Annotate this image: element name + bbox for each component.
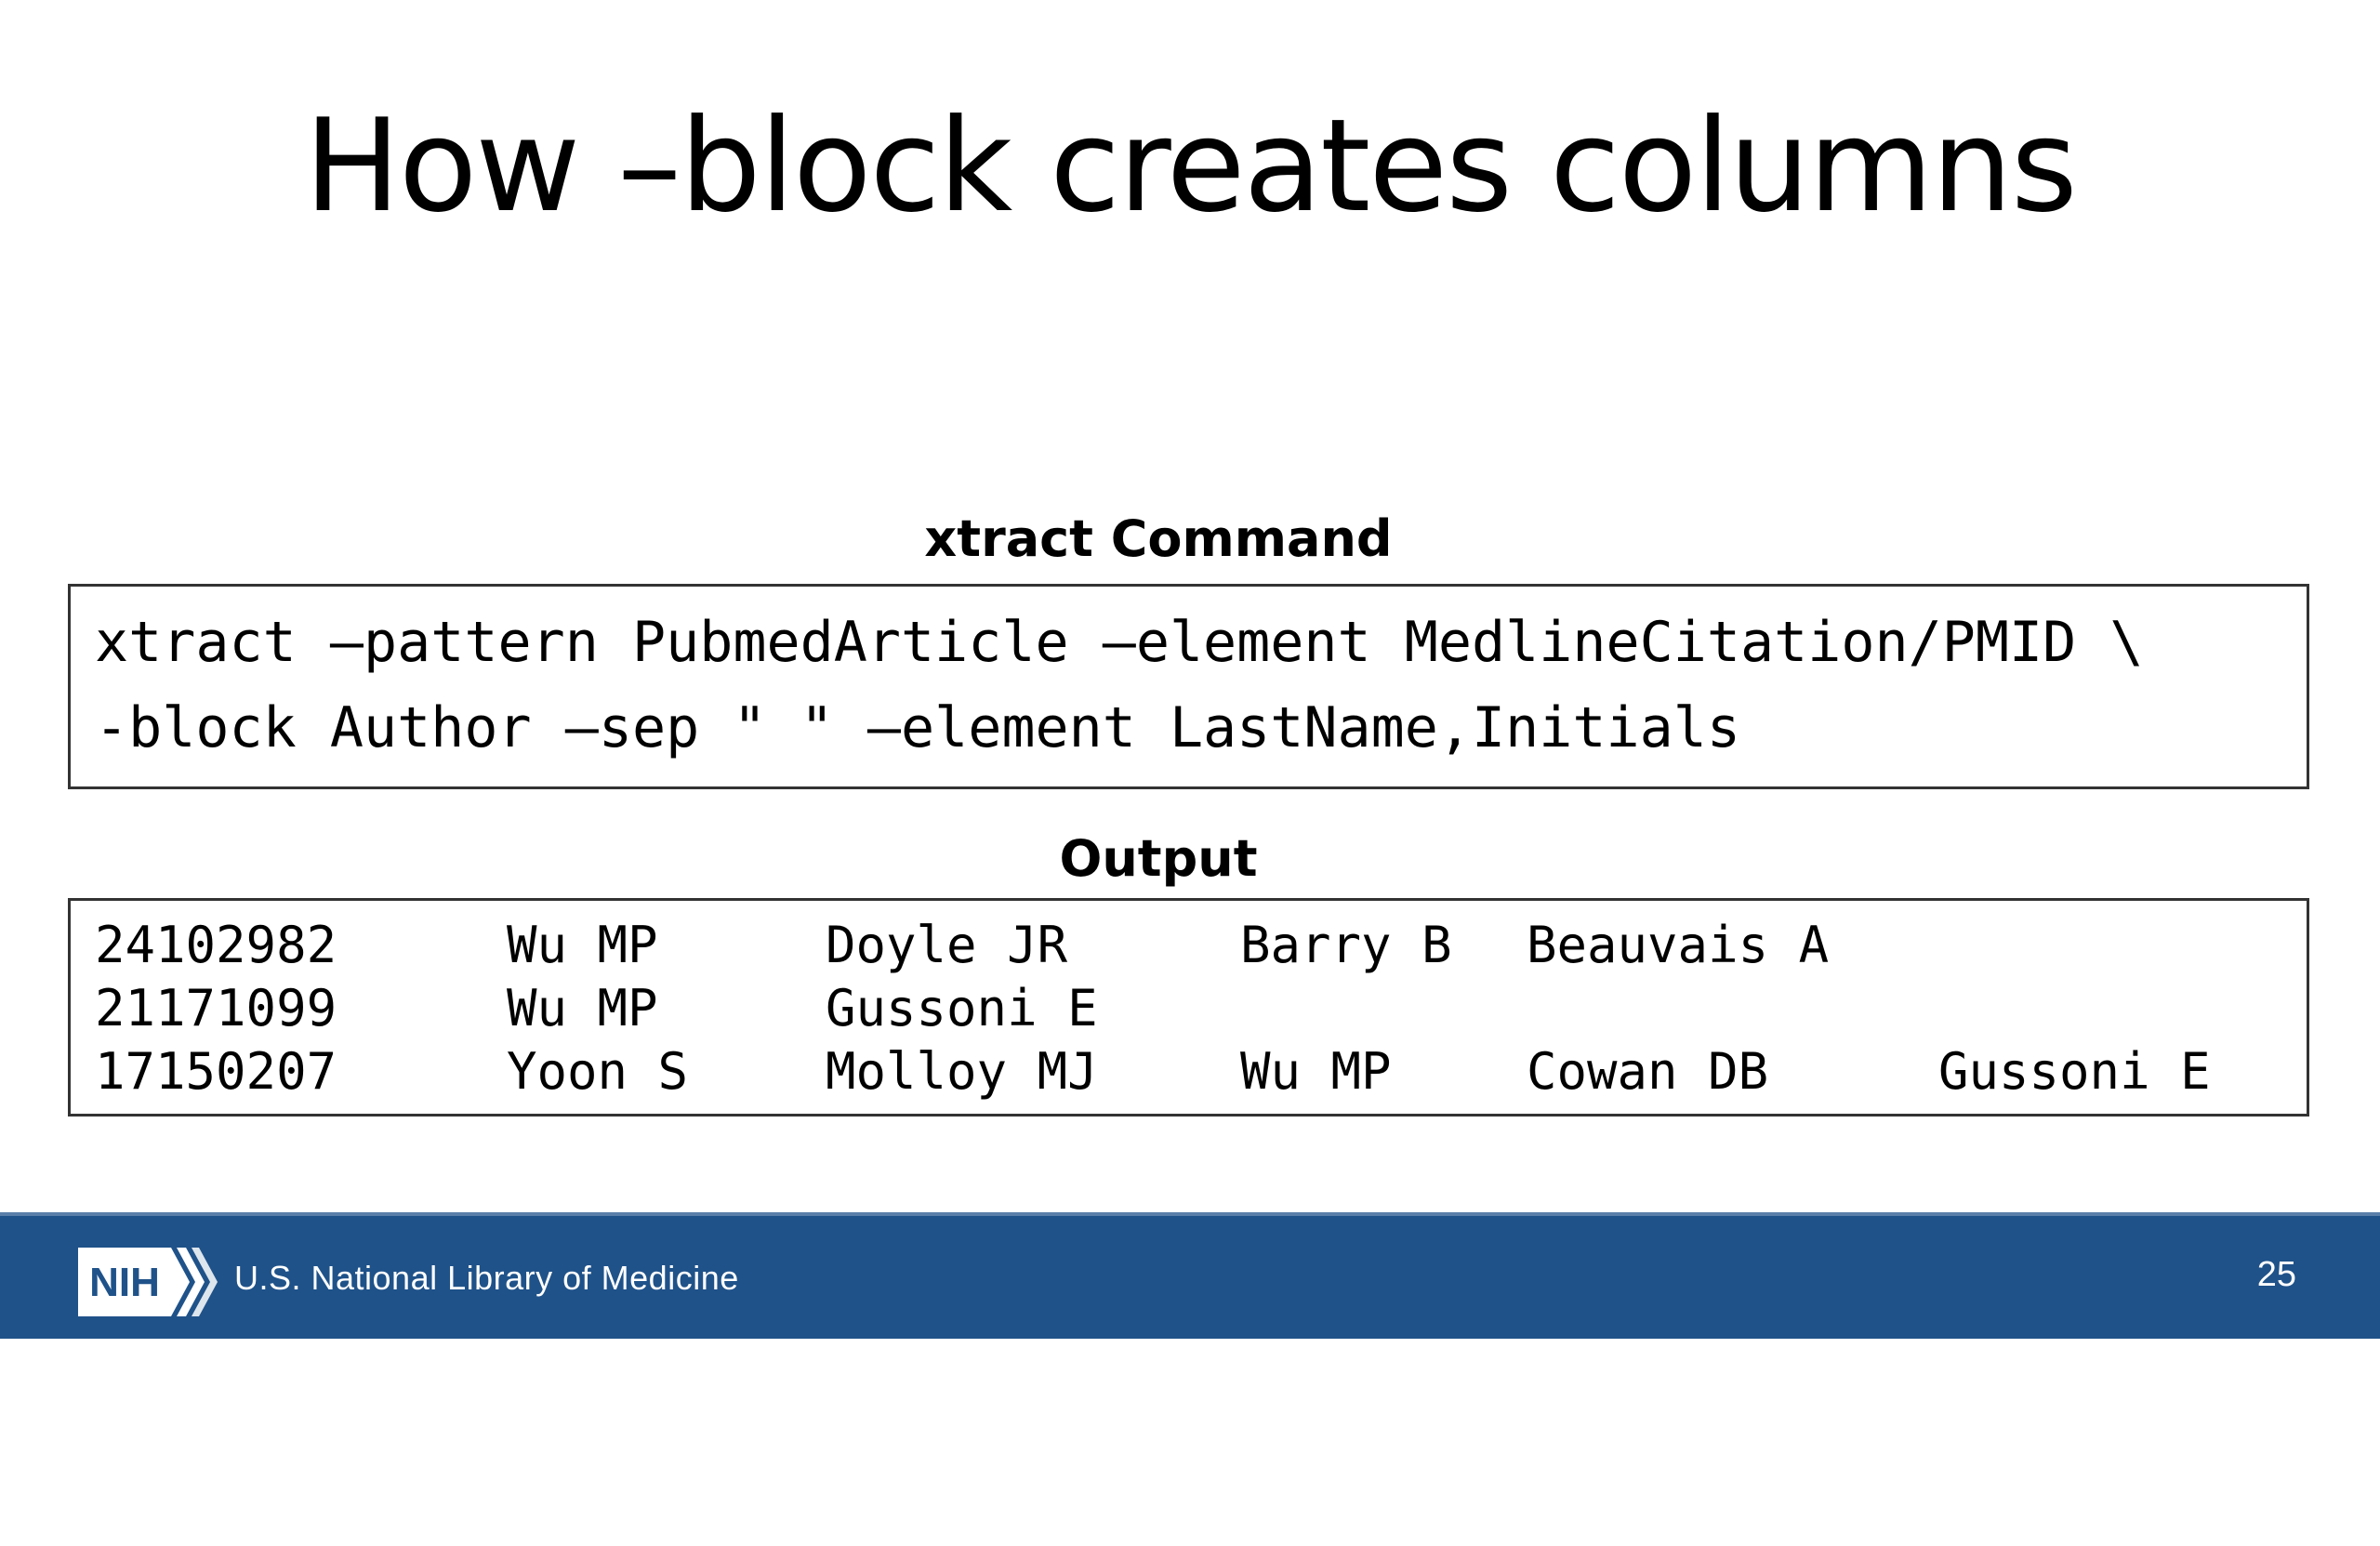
output-cell-author: Molloy MJ — [826, 1042, 1098, 1101]
command-line-1: xtract –pattern PubmedArticle –element MedlineCitation/PMID \ — [95, 610, 2144, 675]
output-box — [68, 898, 2309, 1117]
output-cell-author: Beauvais A — [1527, 916, 1830, 974]
output-cell-author: Gussoni E — [826, 979, 1098, 1037]
output-cell-author: Wu MP — [1240, 1042, 1392, 1101]
output-cell-author: Wu MP — [507, 916, 658, 974]
output-cell-author: Doyle JR — [826, 916, 1068, 974]
command-box — [68, 584, 2309, 789]
output-cell-author: Yoon S — [507, 1042, 689, 1101]
page-number: 25 — [2256, 1255, 2296, 1294]
command-heading: xtract Command — [924, 509, 1393, 568]
footer-bar — [0, 1212, 2380, 1339]
output-cell-author: Barry B — [1240, 916, 1452, 974]
command-line-2: -block Author –sep " " –element LastName,Initials — [95, 695, 1741, 760]
output-row — [95, 914, 2307, 977]
nih-logo — [78, 1248, 219, 1316]
output-cell-pmid: 21171099 — [95, 979, 337, 1037]
output-cell-author: Gussoni E — [1938, 1042, 2211, 1101]
output-cell-author: Wu MP — [507, 979, 658, 1037]
organization-name: U.S. National Library of Medicine — [234, 1259, 739, 1297]
output-cell-pmid: 24102982 — [95, 916, 337, 974]
output-heading: Output — [1059, 829, 1258, 888]
nih-logo-text: NIH — [89, 1260, 160, 1305]
output-cell-pmid: 17150207 — [95, 1042, 337, 1101]
output-row — [95, 977, 2307, 1040]
slide-title: How –block creates columns — [304, 91, 2076, 241]
output-cell-author: Cowan DB — [1527, 1042, 1769, 1101]
output-row — [95, 1040, 2307, 1103]
